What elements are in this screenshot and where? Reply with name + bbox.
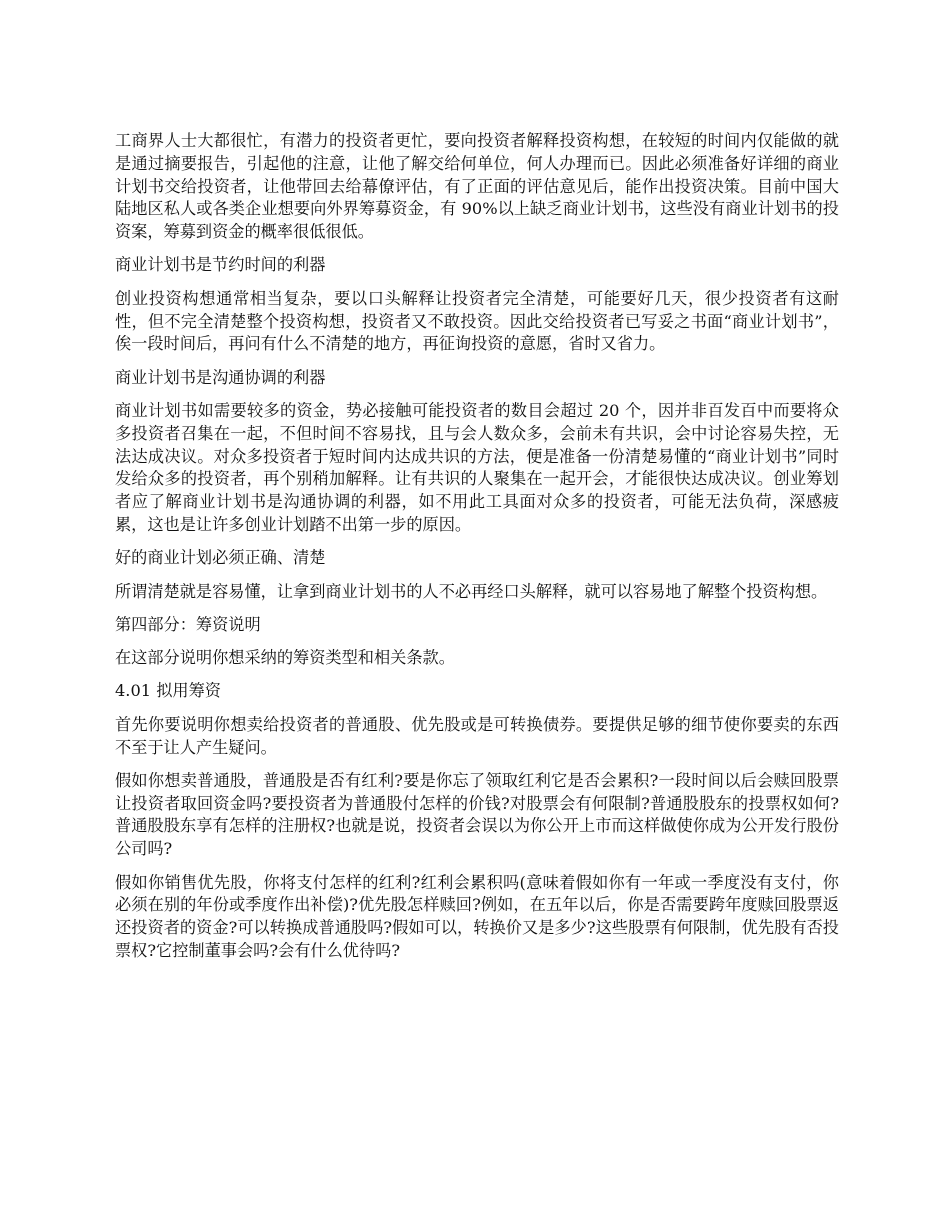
heading-communication: 商业计划书是沟通协调的利器 bbox=[115, 367, 326, 387]
document-page bbox=[115, 130, 839, 973]
paragraph-preferred-stock: 假如你销售优先股，你将支付怎样的红利?红利会累积吗(意味着假如你有一年或一季度没有支付，你必须在别的年份或季度作出补偿)?优先股怎样赎回?例如，在五年以后，你是否需要跨年度赎回股票返还投资者的资金?可以转换成普通股吗?假如可以，转换价又是多少?这些股票有何限制，优先股有否投票权?它控制董事会吗?会有什么优待吗? bbox=[115, 872, 839, 960]
heading-correct-clear: 好的商业计划必须正确、清楚 bbox=[115, 548, 326, 568]
paragraph-common-stock: 假如你想卖普通股，普通股是否有红利?要是你忘了领取红利它是否会累积?一段时间以后会赎回股票让投资者取回资金吗?要投资者为普通股付怎样的价钱?对股票会有何限制?普通股股东的投票权如何?普通股股东享有怎样的注册权?也就是说，投资者会误以为你公开上市而这样做使你成为公开发行股份公司吗? bbox=[115, 770, 839, 859]
heading-time-saving: 商业计划书是节约时间的利器 bbox=[115, 255, 326, 275]
paragraph-communication: 商业计划书如需要较多的资金，势必接触可能投资者的数目会超过 20 个，因并非百发百中而要将众多投资者召集在一起，不但时间不容易找，且与会人数众多，会前未有共识，会中讨论容易失控，无法达成决议。对众多投资者于短时间内达成共识的方法，便是准备一份清楚易懂的“商业计划书”同时发给众多的投资者，再个别稍加解释。让有共识的人聚集在一起开会，才能很快达成决议。创业筹划者应了解商业计划书是沟通协调的利器，如不用此工具面对众多的投资者，可能无法负荷，深感疲累，这也是让许多创业计划踏不出第一步的原因。 bbox=[115, 400, 839, 534]
paragraph-time-saving: 创业投资构想通常相当复杂，要以口头解释让投资者完全清楚，可能要好几天，很少投资者有这耐性，但不完全清楚整个投资构想，投资者又不敢投资。因此交给投资者已写妥之书面“商业计划书”，俟一段时间后，再问有什么不清楚的地方，再征询投资的意愿，省时又省力。 bbox=[115, 288, 839, 354]
paragraph-securities: 首先你要说明你想卖给投资者的普通股、优先股或是可转换债券。要提供足够的细节使你要卖的东西不至于让人产生疑问。 bbox=[115, 714, 839, 757]
heading-part-four: 第四部分：筹资说明 bbox=[115, 614, 261, 634]
paragraph-correct-clear: 所谓清楚就是容易懂，让拿到商业计划书的人不必再经口头解释，就可以容易地了解整个投资构想。 bbox=[115, 581, 828, 601]
heading-section-4-01: 4.01 拟用筹资 bbox=[115, 681, 221, 701]
paragraph-part-four: 在这部分说明你想采纳的筹资类型和相关条款。 bbox=[115, 648, 455, 668]
paragraph-intro: 工商界人士大都很忙，有潜力的投资者更忙，要向投资者解释投资构想，在较短的时间内仅能做的就是通过摘要报告，引起他的注意，让他了解交给何单位，何人办理而已。因此必须准备好详细的商业计划书交给投资者，让他带回去给幕僚评估，有了正面的评估意见后，能作出投资决策。目前中国大陆地区私人或各类企业想要向外界筹募资金，有 90%以上缺乏商业计划书，这些没有商业计划书的投资案，筹募到资金的概率很低很低。 bbox=[115, 131, 839, 242]
